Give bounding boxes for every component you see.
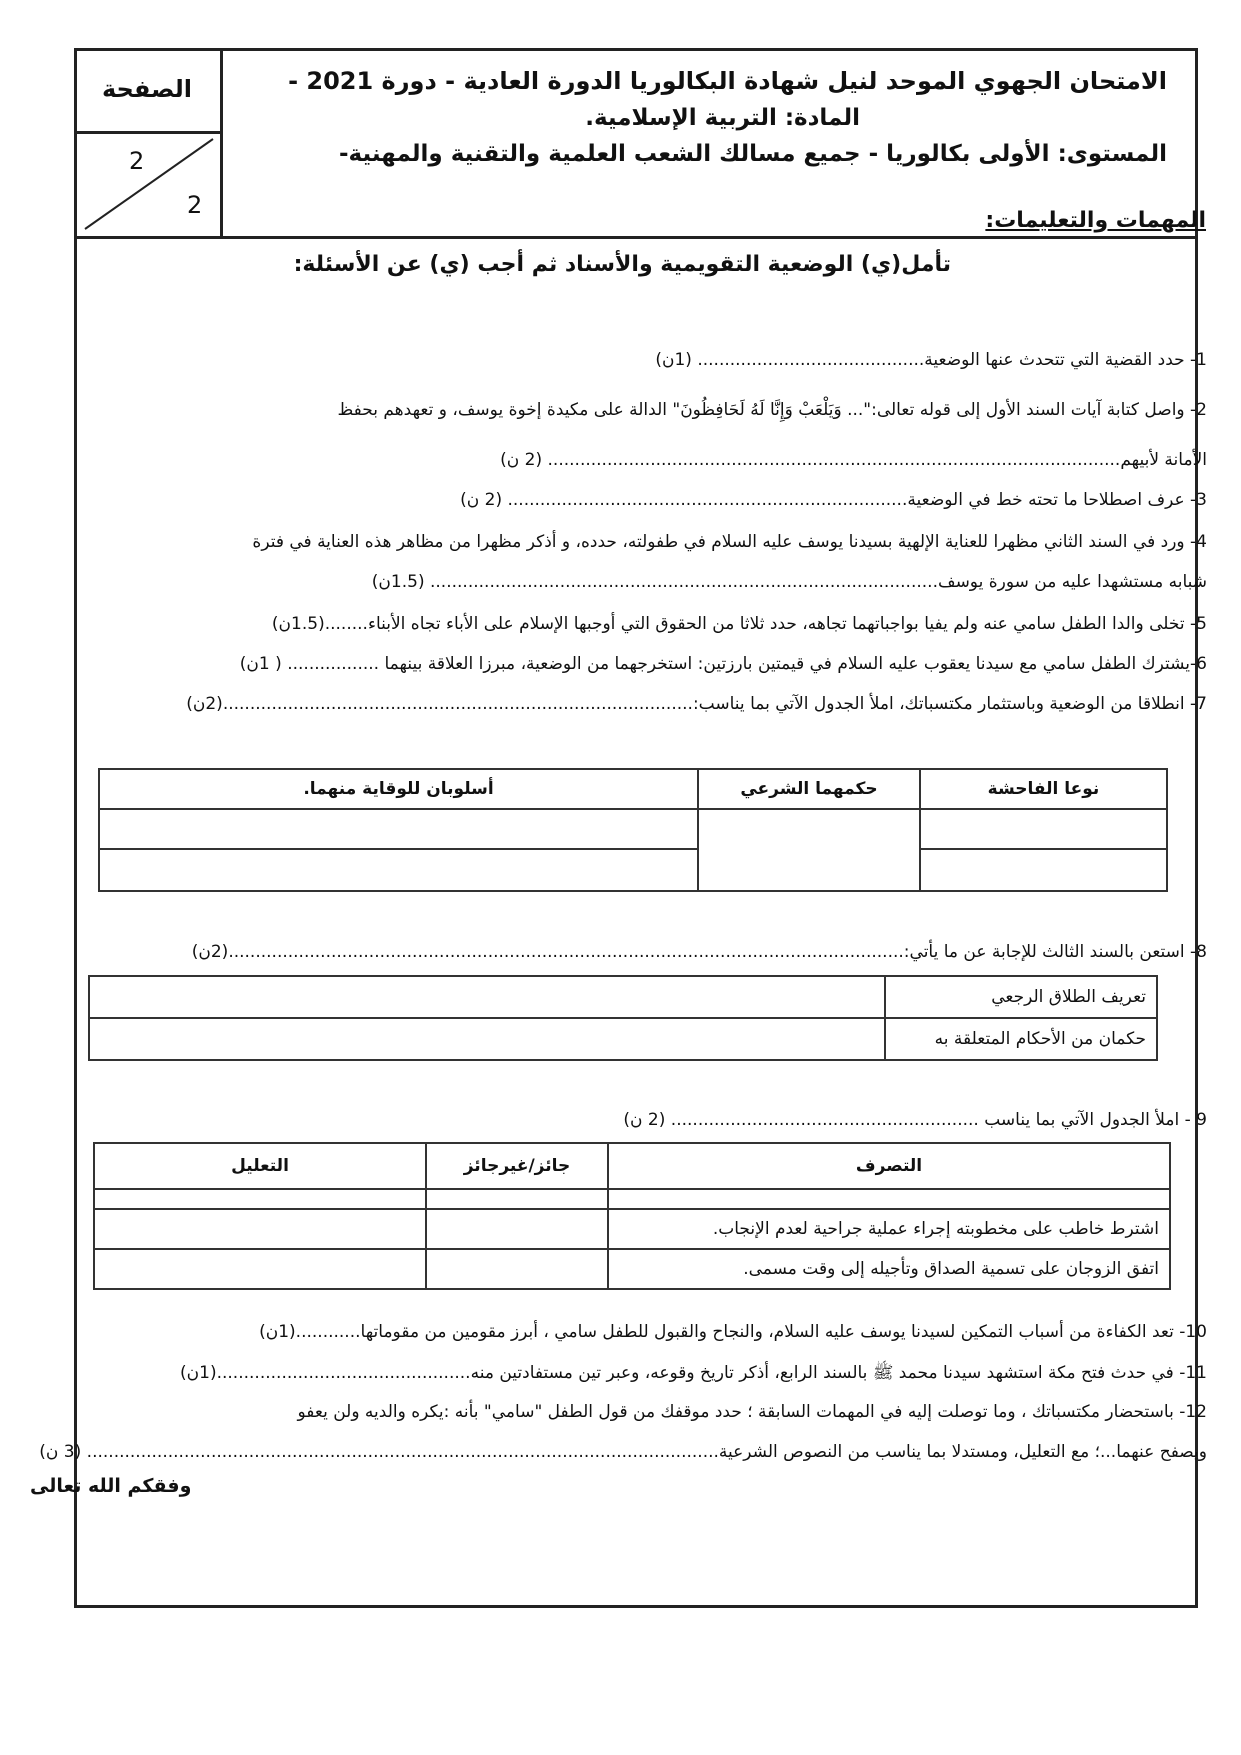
question-2-continued: الأمانة لأبيهم.......................................................................................................... (2 ن) — [500, 450, 1207, 470]
table-row-label: حكمان من الأحكام المتعلقة به — [885, 1018, 1157, 1060]
question-1: 1- حدد القضية التي تتحدث عنها الوضعية.......................................... (1ن) — [655, 350, 1207, 370]
question-text: 5- تخلى والدا الطفل سامي عنه ولم يفيا بواجباتهما تجاهه، حدد ثلاثا من الحقوق التي أوجبها الإسلام على الأباء تجاه الأبناء. — [362, 614, 1207, 634]
question-11: 11- في حدث فتح مكة استشهد سيدنا محمد ﷺ بالسند الرابع، أذكر تاريخ وقوعه، وعبر تين مستفادتين منه...............................................(1ن) — [180, 1363, 1207, 1383]
table-cell — [608, 1189, 1170, 1209]
question-7: 7- انطلاقا من الوضعية وباستثمار مكتسباتك، املأ الجدول الآتي بما يناسب:.......................................................................................(2ن) — [186, 694, 1207, 714]
question-4-continued: شبابه مستشهدا عليه من سورة يوسف.............................................................................................. (1.5ن) — [371, 572, 1207, 592]
question-points: (1.5ن) — [271, 614, 325, 634]
table-header: حكمهما الشرعي — [698, 769, 920, 809]
table-header: جائز/غيرجائز — [426, 1143, 608, 1189]
table-row-label: اتفق الزوجان على تسمية الصداق وتأجيله إلى وقت مسمى. — [608, 1249, 1170, 1289]
table-cell[interactable] — [920, 849, 1167, 891]
table-cell[interactable] — [89, 1018, 885, 1060]
question-10: 10- تعد الكفاءة من أسباب التمكين لسيدنا يوسف عليه السلام، والنجاح والقبول للطفل سامي ، أبرز مقومين من مقوماتها............(1ن) — [259, 1322, 1207, 1342]
question-text: الأمانة لأبيهم. — [1114, 450, 1207, 470]
page-number-box — [77, 51, 223, 236]
question-12-continued: ويصفح عنهما...؛ مع التعليل، ومستدلا بما يناسب من النصوص الشرعية..................................................................................................................... (3 ن) — [39, 1442, 1207, 1462]
question-text: ويصفح عنهما...؛ مع التعليل، ومستدلا بما يناسب من النصوص الشرعية. — [713, 1442, 1207, 1462]
exam-title: الامتحان الجهوي الموحد لنيل شهادة البكالوريا الدورة العادية - دورة 2021 - — [288, 67, 1167, 95]
table-cell[interactable] — [94, 1209, 426, 1249]
question-text: 10- تعد الكفاءة من أسباب التمكين لسيدنا يوسف عليه السلام، والنجاح والقبول للطفل سامي ، أبرز مقومين من مقوماتها. — [355, 1322, 1207, 1342]
question-points: (2ن) — [186, 694, 223, 714]
table-cell[interactable] — [99, 849, 698, 891]
table-header: التعليل — [94, 1143, 426, 1189]
question-3: 3- عرف اصطلاحا ما تحته خط في الوضعية.......................................................................... (2 ن) — [460, 490, 1207, 510]
question-6: 6-يشترك الطفل سامي مع سيدنا يعقوب عليه السلام في قيمتين بارزتين: استخرجهما من الوضعية، مبرزا العلاقة بينهما ................. ( 1ن) — [239, 654, 1207, 674]
closing-wish: وفقكم الله تعالى — [30, 1475, 192, 1497]
table-row-label: اشترط خاطب على مخطوبته إجراء عملية جراحية لعدم الإنجاب. — [608, 1209, 1170, 1249]
page-current: 2 — [129, 147, 145, 175]
question-points: (1ن) — [655, 350, 692, 370]
page-diagonal-line — [77, 133, 220, 236]
question-text: 6-يشترك الطفل سامي مع سيدنا يعقوب عليه السلام في قيمتين بارزتين: استخرجهما من الوضعية، مبرزا العلاقة بينهما — [384, 654, 1207, 674]
question-8: 8- استعن بالسند الثالث للإجابة عن ما يأتي:.............................................................................................................................(2ن) — [191, 942, 1207, 962]
table-cell[interactable] — [426, 1249, 608, 1289]
table-cell[interactable] — [94, 1249, 426, 1289]
table-header: نوعا الفاحشة — [920, 769, 1167, 809]
page-label: الصفحة — [101, 75, 192, 103]
table-cell[interactable] — [426, 1189, 608, 1209]
table-row-label: تعريف الطلاق الرجعي — [885, 976, 1157, 1018]
table-question-7 — [98, 768, 1168, 892]
table-question-9 — [93, 1142, 1171, 1290]
question-text: 3- عرف اصطلاحا ما تحته خط في الوضعية. — [901, 490, 1207, 510]
question-text: 7- انطلاقا من الوضعية وباستثمار مكتسباتك، املأ الجدول الآتي بما يناسب: — [692, 694, 1207, 714]
question-text: شبابه مستشهدا عليه من سورة يوسف. — [932, 572, 1207, 592]
table-cell[interactable] — [426, 1209, 608, 1249]
question-points: (1ن) — [180, 1363, 217, 1383]
question-points: (1.5ن) — [371, 572, 425, 592]
question-text: 9 - املأ الجدول الآتي بما يناسب — [984, 1110, 1207, 1130]
question-text: 12- باستحضار مكتسباتك ، وما توصلت إليه في المهمات السابقة ؛ حدد موقفك من قول الطفل "سامي" بأنه :يكره والديه ولن يعفو — [297, 1402, 1207, 1422]
question-text: 8- استعن بالسند الثالث للإجابة عن ما يأتي: — [903, 942, 1207, 962]
question-4 — [252, 532, 1207, 552]
table-cell[interactable] — [89, 976, 885, 1018]
instructions-intro: تأمل(ي) الوضعية التقويمية والأسناد ثم أجب (ي) عن الأسئلة: — [293, 252, 951, 277]
exam-level: المستوى: الأولى بكالوريا - جميع مسالك الشعب العلمية والتقنية والمهنية- — [339, 141, 1167, 167]
question-2 — [338, 400, 1207, 420]
section-title: المهمات والتعليمات: — [985, 208, 1206, 233]
question-points: ( 1ن) — [239, 654, 282, 674]
question-text: 4- ورد في السند الثاني مظهرا للعناية الإلهية بسيدنا يوسف عليه السلام في طفولته، حدده، و أذكر مظهرا من مظاهر هذه العناية في فترة — [252, 532, 1207, 552]
question-points: (2 ن) — [623, 1110, 666, 1130]
exam-subject: المادة: التربية الإسلامية. — [585, 105, 860, 131]
table-header: التصرف — [608, 1143, 1170, 1189]
question-12 — [297, 1402, 1207, 1422]
table-cell[interactable] — [99, 809, 698, 849]
table-cell[interactable] — [920, 809, 1167, 849]
table-question-8 — [88, 975, 1158, 1061]
question-points: (3 ن) — [39, 1442, 82, 1462]
question-text: 11- في حدث فتح مكة استشهد سيدنا محمد ﷺ بالسند الرابع، أذكر تاريخ وقوعه، وعبر تين مستفادتين منه — [470, 1363, 1207, 1383]
question-points: (2ن) — [191, 942, 229, 962]
question-points: (1ن) — [259, 1322, 296, 1342]
question-points: (2 ن) — [460, 490, 503, 510]
question-5: 5- تخلى والدا الطفل سامي عنه ولم يفيا بواجباتهما تجاهه، حدد ثلاثا من الحقوق التي أوجبها الإسلام على الأباء تجاه الأبناء........(1.5ن) — [271, 614, 1207, 634]
question-9: 9 - املأ الجدول الآتي بما يناسب ......................................................... (2 ن) — [623, 1110, 1207, 1130]
question-text: 2- واصل كتابة آيات السند الأول إلى قوله تعالى:"... وَيَلْعَبْ وَإِنَّا لَهُ لَحَافِظُونَ" الدالة على مكيدة إخوة يوسف، و تعهدهم بحفظ — [337, 400, 1207, 420]
question-points: (2 ن) — [500, 450, 543, 470]
page-total: 2 — [187, 191, 203, 219]
question-text: 1- حدد القضية التي تتحدث عنها الوضعية. — [918, 350, 1207, 370]
table-cell[interactable] — [698, 809, 920, 891]
table-header: أسلوبان للوقاية منهما. — [99, 769, 698, 809]
table-cell[interactable] — [94, 1189, 426, 1209]
